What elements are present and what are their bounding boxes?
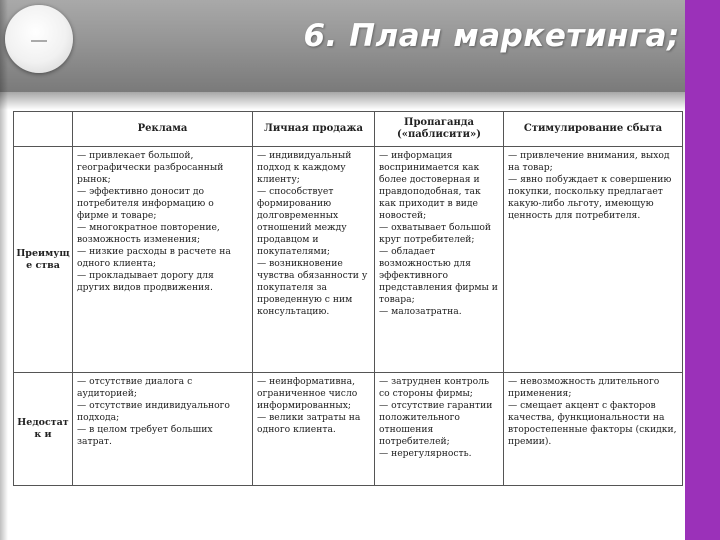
row-label-advantages: Преимуще ства [14, 147, 73, 373]
slide-edge-shadow [0, 0, 8, 540]
cell-advantages-publicity: — информация воспринимается как более достоверная и правдоподобная, так как приходит в виде новостей; — охватывает большой круг потребителей; — обладает возможностью для эффективного представления фирмы и товара; — малозатратна. [375, 147, 504, 373]
marketing-comparison-table [13, 111, 683, 486]
cell-advantages-sales-promotion: — привлечение внимания, выход на товар; — явно побуждает к совершению покупки, поскольку предлагает какую-либо льготу, имеющую ценность для потребителя. [504, 147, 683, 373]
accent-side-bar [685, 0, 720, 540]
header-shadow [0, 92, 685, 110]
cell-disadvantages-advertising: — отсутствие диалога с аудиторией; — отсутствие индивидуального подхода; — в целом требует больших затрат. [73, 373, 253, 486]
header-cell-empty [14, 112, 73, 147]
slide-number-badge [5, 5, 73, 73]
table-header-row [14, 112, 683, 147]
cell-disadvantages-publicity: — затруднен контроль со стороны фирмы; — отсутствие гарантии положительного отношения потребителей; — нерегулярность. [375, 373, 504, 486]
header-cell-sales-promotion: Стимулирование сбыта [504, 112, 683, 147]
header-cell-advertising: Реклама [73, 112, 253, 147]
cell-advantages-personal-selling: — индивидуальный подход к каждому клиенту; — способствует формированию долговременных отношений между продавцом и покупателями; — возникновение чувства обязанности у покупателя за проведенную с ним консультацию. [253, 147, 375, 373]
row-label-disadvantages: Недостатк и [14, 373, 73, 486]
header-cell-publicity: Пропаганда («паблисити») [375, 112, 504, 147]
cell-advantages-advertising: — привлекает большой, географически разбросанный рынок; — эффективно доносит до потребителя информацию о фирме и товаре; — многократное повторение, возможность изменения; — низкие расходы в расчете на одного клиента; — прокладывает дорогу для других видов продвижения. [73, 147, 253, 373]
cell-disadvantages-personal-selling: — неинформативна, ограниченное число информированных; — велики затраты на одного клиента. [253, 373, 375, 486]
badge-mark [31, 40, 47, 42]
header-cell-personal-selling: Личная продажа [253, 112, 375, 147]
table-row-disadvantages [14, 373, 683, 486]
slide-title: 6. План маркетинга; [303, 18, 680, 54]
table-row-advantages [14, 147, 683, 373]
cell-disadvantages-sales-promotion: — невозможность длительного применения; — смещает акцент с факторов качества, функциональности на второстепенные факторы (скидки, премии). [504, 373, 683, 486]
